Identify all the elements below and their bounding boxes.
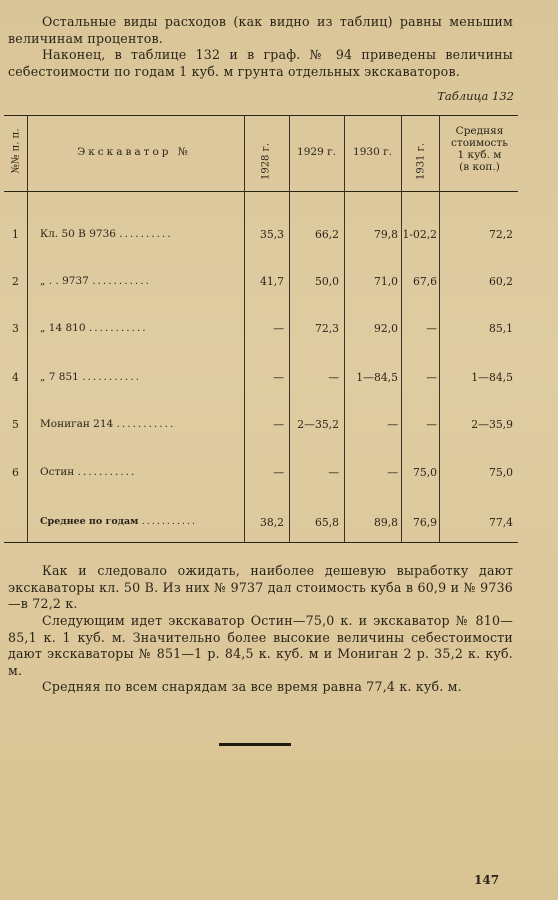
cell-1928: 35,3 [259,228,284,241]
header-average-line: (в коп.) [459,161,500,173]
cell-1929: — [328,466,339,479]
dot-leader: ........... [92,275,151,287]
excavator-name [40,371,141,383]
cell-1930: — [387,466,398,479]
intro-text: Остальные виды расходов (как видно из таблиц) равны меньшим величинам процентов. [8,14,513,46]
intro-paragraph [8,14,513,47]
excavator-name-text: „ 7 851 [40,371,79,383]
excavator-name-text: Кл. 50 В 9736 [40,228,116,240]
cell-1928: 41,7 [259,275,284,288]
conclusion-paragraph-2 [8,613,513,679]
cell-1928: — [273,466,284,479]
conclusion-text-1: Как и следовало ожидать, наиболее дешевую выработку дают экскаваторы кл. 50 В. Из них № 9737 дал стоимость куба в 60,9 и № 9736—в 72,2 к. [8,563,513,611]
dot-leader: ........... [82,371,141,383]
header-average [441,125,518,173]
table-reference-paragraph [8,47,513,80]
cell-average: 85,1 [488,322,513,335]
conclusion-text-2: Следующим идет экскаватор Остин—75,0 к. и экскаватор № 810—85,1 к. 1 куб. м. Значительно более высокие величины себестоимости дают экскаваторы № 851—1 р. 84,5 к. куб. м и Мониган 2 р. 35,2 к. куб. м. [8,613,513,678]
cell-1929: 72,3 [314,322,339,335]
cell-1931: 1-02,2 [402,228,437,241]
cell-1930: 71,0 [373,275,398,288]
row-num: 6 [12,466,19,479]
cell-1931: — [426,322,437,335]
excavator-name [40,466,136,478]
dot-leader: ........... [88,322,148,334]
dot-leader: ........... [141,516,197,527]
summary-1928: 38,2 [259,516,284,529]
summary-1931: 76,9 [412,516,437,529]
summary-1930: 89,8 [373,516,398,529]
table-top-rule [4,115,518,116]
cell-average: 75,0 [488,466,513,479]
cell-1931: 67,6 [412,275,437,288]
cell-1931: — [426,418,437,431]
cell-1930: 92,0 [373,322,398,335]
excavator-name-text: Мониган 214 [40,418,114,430]
excavator-name [40,322,148,334]
header-average-line: 1 куб. м [457,149,502,161]
row-num: 2 [12,275,19,288]
page-number: 147 [474,873,500,887]
header-1929: 1929 г. [297,146,336,158]
dot-leader: ........... [77,466,137,478]
cell-1929: — [328,371,339,384]
cell-1928: — [273,322,284,335]
dot-leader: .......... [119,228,173,240]
cell-1928: — [273,418,284,431]
excavator-name-text: „ . . 9737 [40,275,89,287]
cell-1930: 1—84,5 [356,371,398,384]
excavator-name [40,275,151,287]
cell-average: 72,2 [488,228,513,241]
row-num: 3 [12,322,19,335]
table-header-rule [4,191,518,192]
cell-average: 60,2 [488,275,513,288]
cell-1930: — [387,418,398,431]
cell-1930: 79,8 [373,228,398,241]
excavator-name [40,418,175,430]
cell-1931: — [426,371,437,384]
row-num: 5 [12,418,19,431]
excavator-name-text: Остин [40,466,75,478]
summary-average: 77,4 [488,516,513,529]
cell-1929: 50,0 [314,275,339,288]
conclusion-paragraph-3 [8,679,513,696]
row-num: 4 [12,371,19,384]
section-separator [219,743,291,746]
cost-table [4,108,518,545]
cell-average: 2—35,9 [471,418,513,431]
cell-1929: 2—35,2 [297,418,339,431]
table-caption: Таблица 132 [437,89,514,103]
excavator-name [40,228,173,240]
summary-label-text: Среднее по годам [40,516,139,527]
table-bottom-rule [4,542,518,543]
cell-average: 1—84,5 [471,371,513,384]
header-1928: 1928 г. [260,142,272,181]
header-excavator: Экскаватор № [77,146,191,158]
conclusion-paragraph-1 [8,563,513,613]
cell-1928: — [273,371,284,384]
row-num: 1 [12,228,19,241]
header-rownum: №№ п. п. [10,128,22,174]
summary-row-label [40,516,197,527]
header-average-line: стоимость [451,137,508,149]
header-1930: 1930 г. [353,146,392,158]
cell-1931: 75,0 [412,466,437,479]
excavator-name-text: „ 14 810 [40,322,86,334]
dot-leader: ........... [116,418,176,430]
table-reference-text: Наконец, в таблице 132 и в граф. № 94 приведены величины себестоимости по годам 1 куб. м грунта отдельных экскаваторов. [8,47,513,79]
cell-1929: 66,2 [314,228,339,241]
conclusion-text-3: Средняя по всем снарядам за все время равна 77,4 к. куб. м. [42,679,462,694]
header-average-line: Средняя [455,125,504,137]
summary-1929: 65,8 [314,516,339,529]
header-1931: 1931 г. [415,142,427,181]
col-divider [27,115,28,542]
